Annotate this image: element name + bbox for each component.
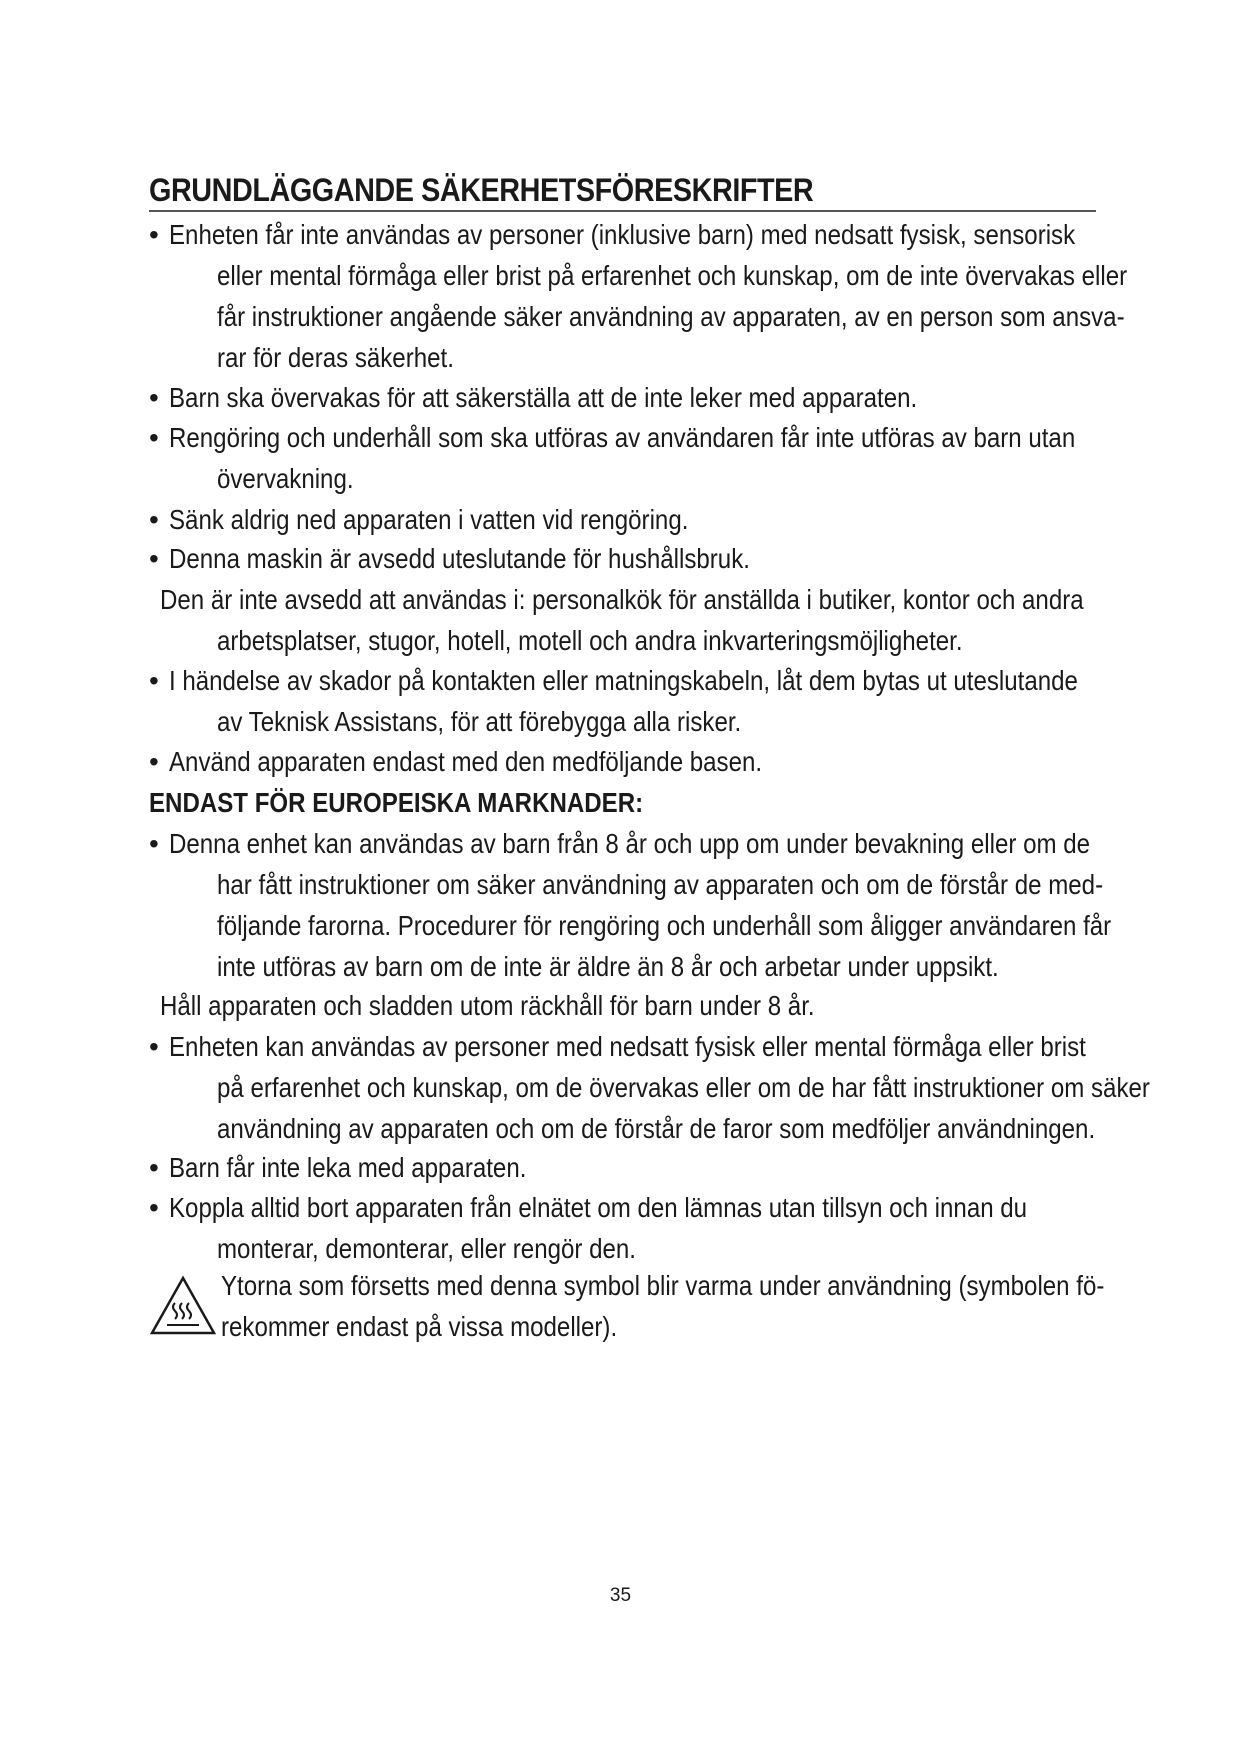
list-item: [149, 1026, 1150, 1149]
item-text: rar för deras säkerhet.: [217, 342, 454, 373]
item-text: Rengöring och underhåll som ska utföras av användaren får inte utföras av barn utan: [169, 422, 1076, 453]
list-item: [149, 417, 1096, 499]
item-text: Den är inte avsedd att användas i: personalkök för anställda i butiker, kontor och andra: [160, 584, 1084, 615]
item-text: har fått instruktioner om säker användning av apparaten och om de förstår de med-: [217, 869, 1104, 900]
list-item: [149, 377, 1096, 418]
item-text: av Teknisk Assistans, för att förebygga alla risker.: [217, 706, 742, 737]
item-text: Barn får inte leka med apparaten.: [169, 1152, 527, 1183]
item-text: övervakning.: [217, 463, 354, 494]
item-text: inte utföras av barn om de inte är äldre än 8 år och arbetar under uppsikt.: [217, 951, 999, 982]
warning-text: Ytorna som försetts med denna symbol blir varma under användning (symbolen fö-: [221, 1270, 1105, 1301]
bullet: •: [149, 665, 159, 696]
item-text: användning av apparaten och om de förstår de faror som medföljer användningen.: [217, 1113, 1096, 1144]
list-item: [149, 1147, 1096, 1188]
item-text: monterar, demonterar, eller rengör den.: [217, 1233, 636, 1264]
item-text: I händelse av skador på kontakten eller matningskabeln, låt dem bytas ut uteslutande: [169, 665, 1078, 696]
item-text: Denna enhet kan användas av barn från 8 år och upp om under bevakning eller om de: [169, 828, 1091, 859]
item-text: eller mental förmåga eller brist på erfarenhet och kunskap, om de inte övervakas eller: [217, 260, 1128, 291]
item-text: Håll apparaten och sladden utom räckhåll för barn under 8 år.: [160, 990, 815, 1021]
list-item: [149, 1187, 1096, 1269]
bullet: •: [149, 746, 159, 777]
item-text: Enheten kan användas av personer med nedsatt fysisk eller mental förmåga eller brist: [169, 1031, 1086, 1062]
item-text: Enheten får inte användas av personer (inklusive barn) med nedsatt fysisk, sensorisk: [169, 219, 1076, 250]
section-heading-text: ENDAST FÖR EUROPEISKA MARKNADER:: [149, 787, 644, 818]
section-heading: [149, 782, 724, 823]
list-item: [149, 214, 1128, 378]
paragraph: [160, 985, 1107, 1026]
item-text: Barn ska övervakas för att säkerställa att de inte leker med apparaten.: [169, 382, 918, 413]
list-item: [149, 538, 1096, 579]
bullet: •: [149, 219, 159, 250]
item-text: på erfarenhet och kunskap, om de övervakas eller om de har fått instruktioner om säker: [217, 1072, 1150, 1103]
item-text: Koppla alltid bort apparaten från elnätet om den lämnas utan tillsyn och innan du: [169, 1192, 1028, 1223]
bullet: •: [149, 1192, 159, 1223]
item-text: Använd apparaten endast med den medföljande basen.: [169, 746, 763, 777]
hot-surface-icon: [149, 1275, 217, 1337]
list-item: [149, 823, 1112, 987]
item-text: Sänk aldrig ned apparaten i vatten vid rengöring.: [169, 504, 689, 535]
bullet: •: [149, 1152, 159, 1183]
item-text: Denna maskin är avsedd uteslutande för hushållsbruk.: [169, 543, 750, 574]
paragraph: [160, 579, 1107, 661]
bullet: •: [149, 1031, 159, 1062]
page-title: GRUNDLÄGGANDE SÄKERHETSFÖRESKRIFTER: [149, 172, 814, 208]
item-text: följande farorna. Procedurer för rengöring och underhåll som åligger användaren får: [217, 910, 1112, 941]
page-number: 35: [609, 1585, 632, 1606]
list-item: [149, 499, 1096, 540]
list-item: [149, 660, 1096, 742]
item-text: arbetsplatser, stugor, hotell, motell och andra inkvarteringsmöjligheter.: [217, 625, 963, 656]
item-text: får instruktioner angående säker användning av apparaten, av en person som ansva-: [217, 301, 1125, 332]
bullet: •: [149, 543, 159, 574]
title-underline: [149, 210, 1096, 212]
warning-text: rekommer endast på vissa modeller).: [221, 1311, 618, 1342]
bullet: •: [149, 422, 159, 453]
bullet: •: [149, 382, 159, 413]
bullet: •: [149, 828, 159, 859]
bullet: •: [149, 504, 159, 535]
list-item: [149, 741, 1096, 782]
